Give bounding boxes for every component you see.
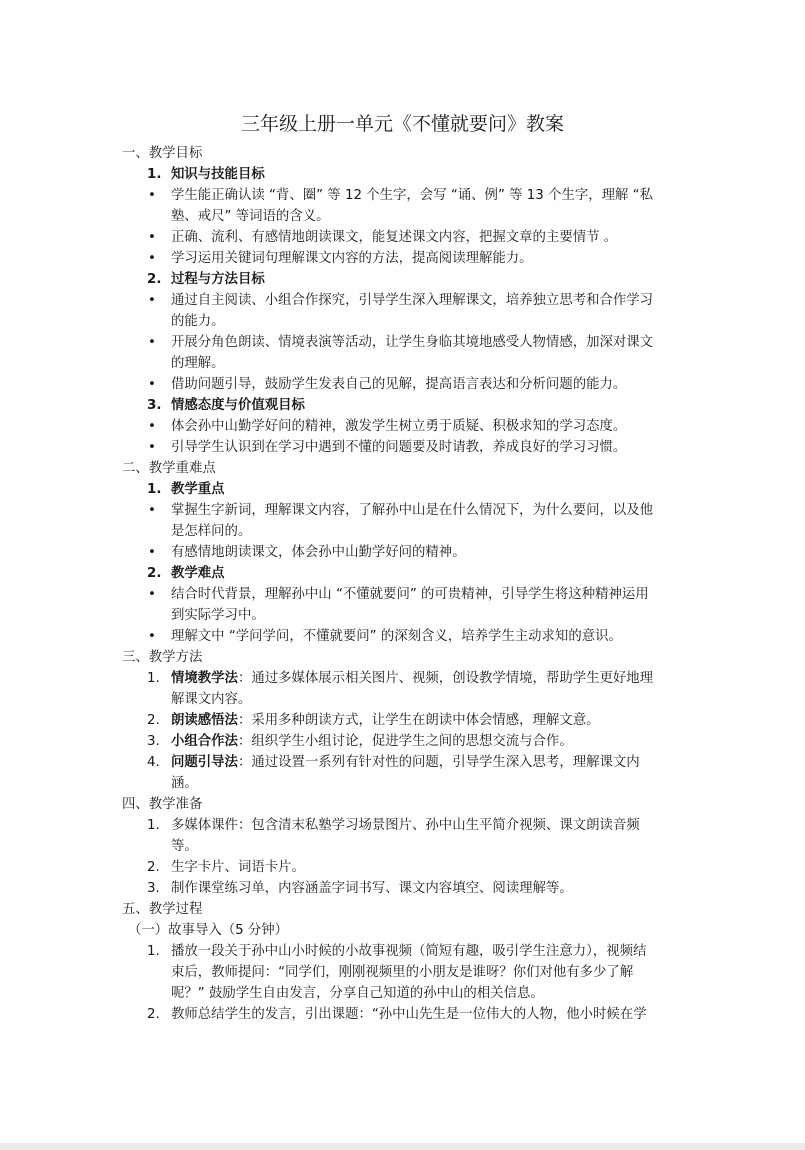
subsection-title-text: 过程与方法目标	[171, 272, 265, 287]
bullet-line: 引导学生认识到在学习中遇到不懂的问题要及时请教，养成良好的学习习惯。	[171, 440, 627, 455]
list-number: 2.	[147, 860, 160, 875]
bullet-icon: •	[148, 251, 156, 266]
bullet-item	[0, 290, 683, 332]
bullet-line: 到实际学习中。	[171, 608, 265, 623]
numbered-line: 教师总结学生的发言，引出课题：“孙中山先生是一位伟大的人物，他小时候在学	[171, 1007, 647, 1022]
numbered-line: 多媒体课件：包含清末私塾学习场景图片、孙中山生平简介视频、课文朗读音频	[171, 818, 640, 833]
bullet-line: 的能力。	[171, 314, 225, 329]
method-text: ：通过多媒体展示相关图片、视频，创设教学情境，帮助学生更好地理	[237, 671, 654, 686]
list-number: 3.	[147, 398, 162, 413]
bullet-line: 体会孙中山勤学好问的精神，激发学生树立勇于质疑、积极求知的学习态度。	[171, 419, 627, 434]
bullet-item	[0, 437, 683, 458]
bullet-item	[0, 584, 683, 626]
list-number: 3.	[147, 734, 160, 749]
bullet-line: 有感情地朗读课文，体会孙中山勤学好问的精神。	[171, 545, 466, 560]
numbered-line: 等。	[171, 839, 198, 854]
bullet-icon: •	[148, 545, 156, 560]
section-heading: 五、教学过程	[122, 902, 203, 917]
method-label: 小组合作法	[171, 734, 238, 749]
subsection-heading: （一）故事导入（5 分钟）	[128, 923, 289, 938]
bullet-line: 学生能正确认读 “背、圈” 等 12 个生字，会写 “诵、例” 等 13 个生字，理解 “私	[171, 188, 654, 203]
numbered-line	[171, 731, 683, 752]
bullet-item	[0, 248, 683, 269]
bullet-line: 塾、戒尺” 等词语的含义。	[171, 209, 330, 224]
subsection-title	[0, 269, 805, 290]
numbered-item	[0, 668, 683, 710]
bullet-item	[0, 542, 683, 563]
subsection-title-text: 知识与技能目标	[171, 167, 265, 182]
numbered-line: 播放一段关于孙中山小时候的小故事视频（简短有趣，吸引学生注意力），视频结	[171, 944, 647, 959]
numbered-item	[0, 815, 683, 857]
numbered-line	[171, 752, 683, 773]
method-text: ：采用多种朗读方式，让学生在朗读中体会情感，理解文意。	[237, 713, 600, 728]
list-number: 4.	[147, 755, 160, 770]
document-title: 三年级上册一单元《不懂就要问》教案	[240, 113, 564, 135]
bullet-icon: •	[148, 335, 156, 350]
numbered-line: 束后，教师提问：“同学们，刚刚视频里的小朋友是谁呀？你们对他有多少了解	[171, 965, 634, 980]
numbered-item	[0, 941, 683, 1004]
bullet-line: 掌握生字新词，理解课文内容，了解孙中山是在什么情况下，为什么要问，以及他	[171, 503, 654, 518]
subsection-title	[0, 563, 805, 584]
list-number: 3.	[147, 881, 160, 896]
numbered-item	[0, 731, 683, 752]
list-number: 1.	[147, 818, 160, 833]
bullet-item	[0, 626, 683, 647]
bullet-item	[0, 374, 683, 395]
method-text: ：通过设置一系列有针对性的问题，引导学生深入思考，理解课文内	[237, 755, 640, 770]
bullet-icon: •	[148, 293, 156, 308]
method-text: ：组织学生小组讨论，促进学生之间的思想交流与合作。	[237, 734, 573, 749]
subsection-title	[0, 479, 805, 500]
bullet-icon: •	[148, 503, 156, 518]
numbered-line: 涵。	[171, 776, 198, 791]
numbered-line	[171, 668, 683, 689]
bullet-item	[0, 416, 683, 437]
bullet-line: 结合时代背景，理解孙中山 “不懂就要问” 的可贵精神，引导学生将这种精神运用	[171, 587, 649, 602]
numbered-line: 解课文内容。	[171, 692, 252, 707]
subsection-title-text: 教学难点	[171, 566, 225, 581]
bullet-line: 学习运用关键词句理解课文内容的方法，提高阅读理解能力。	[171, 251, 533, 266]
bullet-line: 正确、流利、有感情地朗读课文，能复述课文内容，把握文章的主要情节 。	[171, 230, 618, 245]
section-heading: 二、教学重难点	[122, 461, 216, 476]
section-heading: 三、教学方法	[122, 650, 203, 665]
list-number: 2.	[147, 566, 162, 581]
list-number: 1.	[147, 482, 162, 497]
list-number: 2.	[147, 1007, 160, 1022]
method-label: 情境教学法	[171, 671, 238, 686]
numbered-item	[0, 710, 683, 731]
section-heading: 四、教学准备	[122, 797, 203, 812]
list-number: 2.	[147, 713, 160, 728]
bullet-item	[0, 185, 683, 227]
bullet-line: 理解文中 “学问学问，不懂就要问” 的深刻含义，培养学生主动求知的意识。	[171, 629, 622, 644]
method-label: 问题引导法	[171, 755, 238, 770]
list-number: 1.	[147, 167, 162, 182]
bullet-icon: •	[148, 230, 156, 245]
bullet-line: 通过自主阅读、小组合作探究，引导学生深入理解课文，培养独立思考和合作学习	[171, 293, 654, 308]
bullet-item	[0, 500, 683, 542]
bullet-line: 是怎样问的。	[171, 524, 252, 539]
bullet-icon: •	[148, 377, 156, 392]
bullet-icon: •	[148, 188, 156, 203]
numbered-line: 制作课堂练习单，内容涵盖字词书写、课文内容填空、阅读理解等。	[171, 881, 573, 896]
numbered-line: 生字卡片、词语卡片。	[171, 860, 305, 875]
subsection-title-text: 教学重点	[171, 482, 225, 497]
section-heading: 一、教学目标	[122, 146, 203, 161]
subsection-title	[0, 164, 805, 185]
numbered-item	[0, 752, 683, 794]
bullet-item	[0, 332, 683, 374]
numbered-line: 呢？” 鼓励学生自由发言，分享自己知道的孙中山的相关信息。	[171, 986, 544, 1001]
numbered-item	[0, 878, 683, 899]
document-body	[0, 143, 805, 1025]
list-number: 1.	[147, 671, 160, 686]
bullet-icon: •	[148, 587, 156, 602]
subsection-title-text: 情感态度与价值观目标	[171, 398, 305, 413]
numbered-item	[0, 1004, 683, 1025]
bullet-icon: •	[148, 629, 156, 644]
list-number: 1.	[147, 944, 160, 959]
bullet-icon: •	[148, 440, 156, 455]
bullet-line: 借助问题引导，鼓励学生发表自己的见解，提高语言表达和分析问题的能力。	[171, 377, 627, 392]
bullet-line: 开展分角色朗读、情境表演等活动，让学生身临其境地感受人物情感，加深对课文	[171, 335, 654, 350]
bullet-item	[0, 227, 683, 248]
numbered-item	[0, 857, 683, 878]
numbered-line	[171, 710, 683, 731]
list-number: 2.	[147, 272, 162, 287]
method-label: 朗读感悟法	[171, 713, 238, 728]
bullet-icon: •	[148, 419, 156, 434]
subsection-title	[0, 395, 805, 416]
bullet-line: 的理解。	[171, 356, 225, 371]
